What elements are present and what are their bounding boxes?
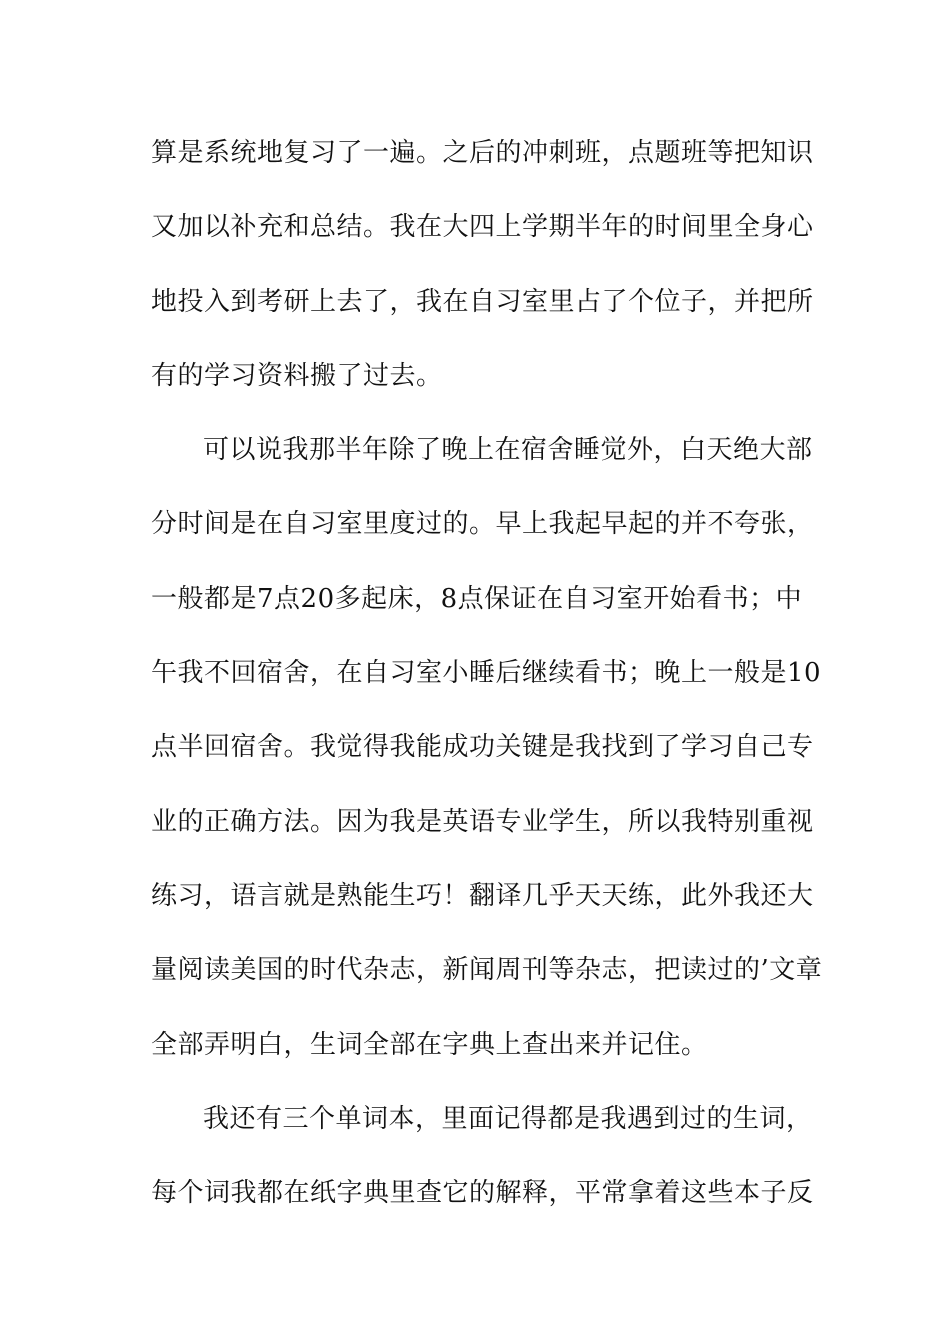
text-line: 点半回宿舍。我觉得我能成功关键是我找到了学习自己专 — [151, 732, 814, 763]
text-line: 一般都是7点20多起床，8点保证在自习室开始看书；中 — [151, 583, 803, 614]
paragraph-start-line: 可以说我那半年除了晚上在宿舍睡觉外，白天绝大部 — [203, 435, 813, 466]
text-line: 地投入到考研上去了，我在自习室里占了个位子，并把所 — [151, 286, 814, 317]
text-line: 量阅读美国的时代杂志，新闻周刊等杂志，把读过的’文章 — [151, 955, 823, 986]
body-text — [151, 128, 823, 1242]
text-line: 算是系统地复习了一遍。之后的冲刺班，点题班等把知识 — [151, 138, 814, 168]
text-line: 业的正确方法。因为我是英语专业学生，所以我特别重视 — [151, 806, 814, 837]
paragraph-start-line: 我还有三个单词本，里面记得都是我遇到过的生词， — [203, 1103, 813, 1134]
text-line: 有的学习资料搬了过去。 — [151, 360, 443, 391]
text-line: 又加以补充和总结。我在大四上学期半年的时间里全身心 — [151, 212, 814, 243]
text-line: 练习，语言就是熟能生巧！翻译几乎天天练，此外我还大 — [151, 880, 814, 911]
text-line: 午我不回宿舍，在自习室小睡后继续看书；晚上一般是10 — [151, 658, 822, 689]
text-line: 每个词我都在纸字典里查它的解释，平常拿着这些本子反 — [151, 1178, 814, 1209]
text-line: 分时间是在自习室里度过的。早上我起早起的并不夸张， — [151, 509, 814, 540]
text-line: 全部弄明白，生词全部在字典上查出来并记住。 — [151, 1029, 708, 1060]
